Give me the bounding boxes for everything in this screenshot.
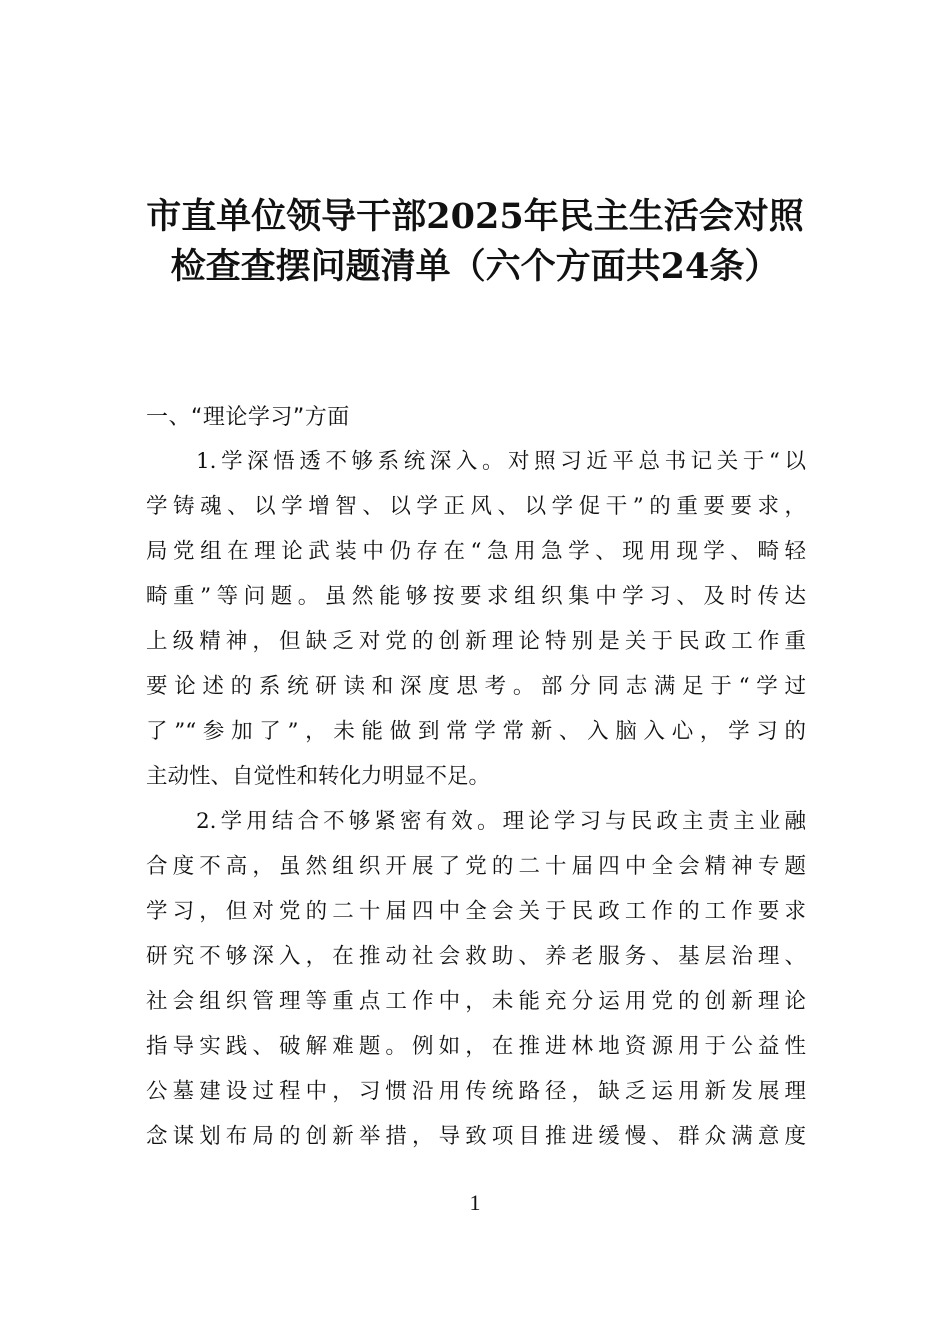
paragraph-2-line: 合度不高，虽然组织开展了党的二十届四中全会精神专题 <box>146 854 806 879</box>
paragraph-2-line: 念谋划布局的创新举措，导致项目推进缓慢、群众满意度 <box>146 1124 806 1149</box>
paragraph-1-line: 了”“参加了”，未能做到常学常新、入脑入心，学习的 <box>146 719 806 744</box>
paragraph-1-line: 要论述的系统研读和深度思考。部分同志满足于“学过 <box>146 674 806 699</box>
paragraph-2-line: 研究不够深入，在推动社会救助、养老服务、基层治理、 <box>146 944 806 969</box>
paragraph-2-line: 2.学用结合不够紧密有效。理论学习与民政主责主业融 <box>196 809 806 834</box>
document-title-line-2: 检查查摆问题清单（六个方面共24条） <box>170 246 780 287</box>
paragraph-1-line: 畸重”等问题。虽然能够按要求组织集中学习、及时传达 <box>146 584 806 609</box>
document-title-line-1: 市直单位领导干部2025年民主生活会对照 <box>146 196 804 237</box>
page-number: 1 <box>469 1190 481 1215</box>
paragraph-1-line: 主动性、自觉性和转化力明显不足。 <box>146 764 491 789</box>
paragraph-2-line: 学习，但对党的二十届四中全会关于民政工作的工作要求 <box>146 899 806 924</box>
paragraph-2-line: 指导实践、破解难题。例如，在推进林地资源用于公益性 <box>146 1034 806 1059</box>
paragraph-1-line: 1.学深悟透不够系统深入。对照习近平总书记关于“以 <box>196 449 806 474</box>
paragraph-1-line: 上级精神，但缺乏对党的创新理论特别是关于民政工作重 <box>146 629 806 654</box>
paragraph-2-line: 社会组织管理等重点工作中，未能充分运用党的创新理论 <box>146 989 806 1014</box>
section-heading-theory-study: 一、“理论学习”方面 <box>146 405 350 430</box>
paragraph-1-line: 局党组在理论武装中仍存在“急用急学、现用现学、畸轻 <box>146 539 806 564</box>
paragraph-2-line: 公墓建设过程中，习惯沿用传统路径，缺乏运用新发展理 <box>146 1079 806 1104</box>
paragraph-1-line: 学铸魂、以学增智、以学正风、以学促干”的重要要求， <box>146 494 806 519</box>
